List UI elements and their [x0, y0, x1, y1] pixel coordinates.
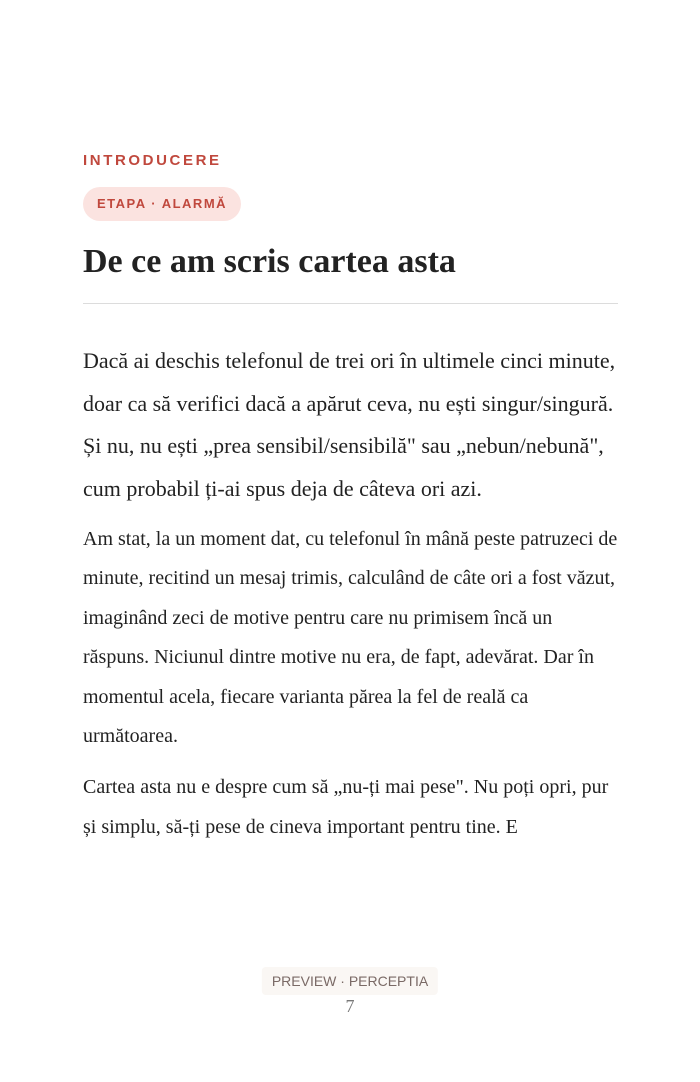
page-number: 7 — [345, 996, 355, 1016]
chapter-title: De ce am scris cartea asta — [83, 243, 456, 280]
body-paragraph: Cartea asta nu e despre cum să „nu-ți mai pese". Nu poți opri, pur și simplu, să-ți pese de cineva important pentru tine. E — [83, 776, 609, 838]
preview-footer-label: PREVIEW · PERCEPTIA — [262, 967, 438, 995]
title-divider — [83, 303, 618, 304]
section-label: INTRODUCERE — [83, 152, 222, 169]
body-paragraph: Am stat, la un moment dat, cu telefonul în mână peste patruzeci de minute, recitind un mesaj trimis, calculând de câte ori a fost văzut, imaginând zeci de motive pentru care nu primisem încă un răspuns. Niciunul dintre motive nu era, de fapt, adevărat. Dar în momentul acela, fiecare varianta părea la fel de reală ca următoarea. — [83, 528, 618, 748]
chapter-body — [83, 340, 618, 859]
body-paragraph-lead: Dacă ai deschis telefonul de trei ori în ultimele cinci minute, doar ca să verifici dacă a apărut ceva, nu ești singur/singură. Și nu, nu ești „prea sensibil/sensibilă" sau „nebun/nebună", cum probabil ți-ai spus deja de câteva ori azi. — [83, 348, 616, 501]
stage-badge: ETAPA · ALARMĂ — [83, 187, 241, 221]
